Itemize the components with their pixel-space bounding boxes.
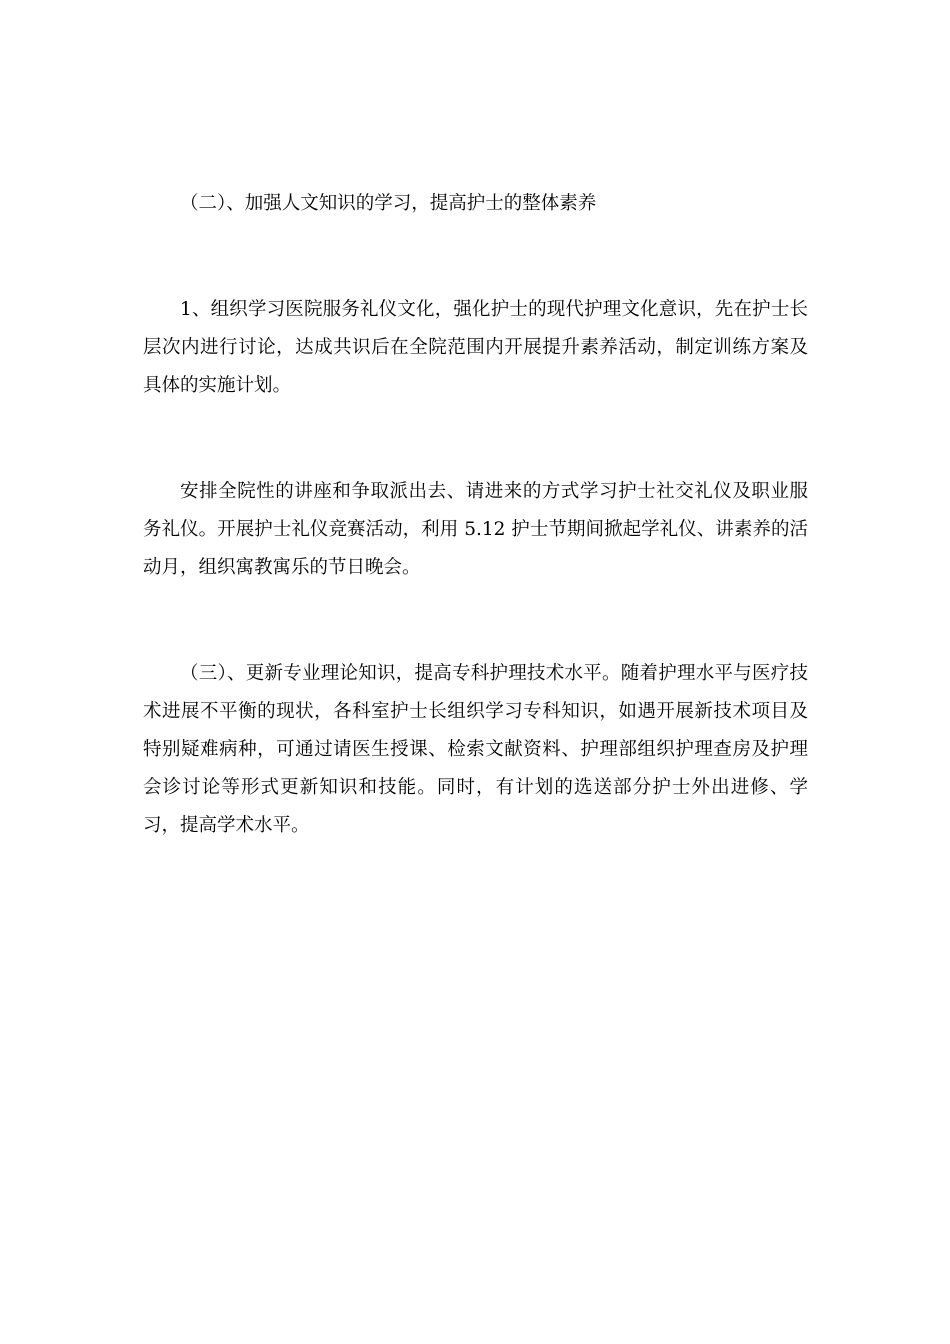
section-paragraph-3: （三）、更新专业理论知识，提高专科护理技术水平。随着护理水平与医疗技术进展不平衡的现状，各科室护士长组织学习专科知识，如遇开展新技术项目及特别疑难病种，可通过请医生授课、检索文献资料、护理部组织护理查房及护理会诊讨论等形式更新知识和技能。同时，有计划的选送部分护士外出进修、学习，提高学术水平。	[143, 663, 808, 836]
paragraph-etiquette-culture: 1、组织学习医院服务礼仪文化，强化护士的现代护理文化意识，先在护士长层次内进行讨论，达成共识后在全院范围内开展提升素养活动，制定训练方案及具体的实施计划。	[143, 299, 808, 396]
paragraph-etiquette-activities: 安排全院性的讲座和争取派出去、请进来的方式学习护士社交礼仪及职业服务礼仪。开展护士礼仪竞赛活动，利用 5.12 护士节期间掀起学礼仪、讲素养的活动月，组织寓教寓乐的节日晚会。	[143, 481, 808, 578]
section-heading-2: （二）、加强人文知识的学习，提高护士的整体素养	[180, 193, 597, 214]
document-body	[143, 185, 808, 845]
